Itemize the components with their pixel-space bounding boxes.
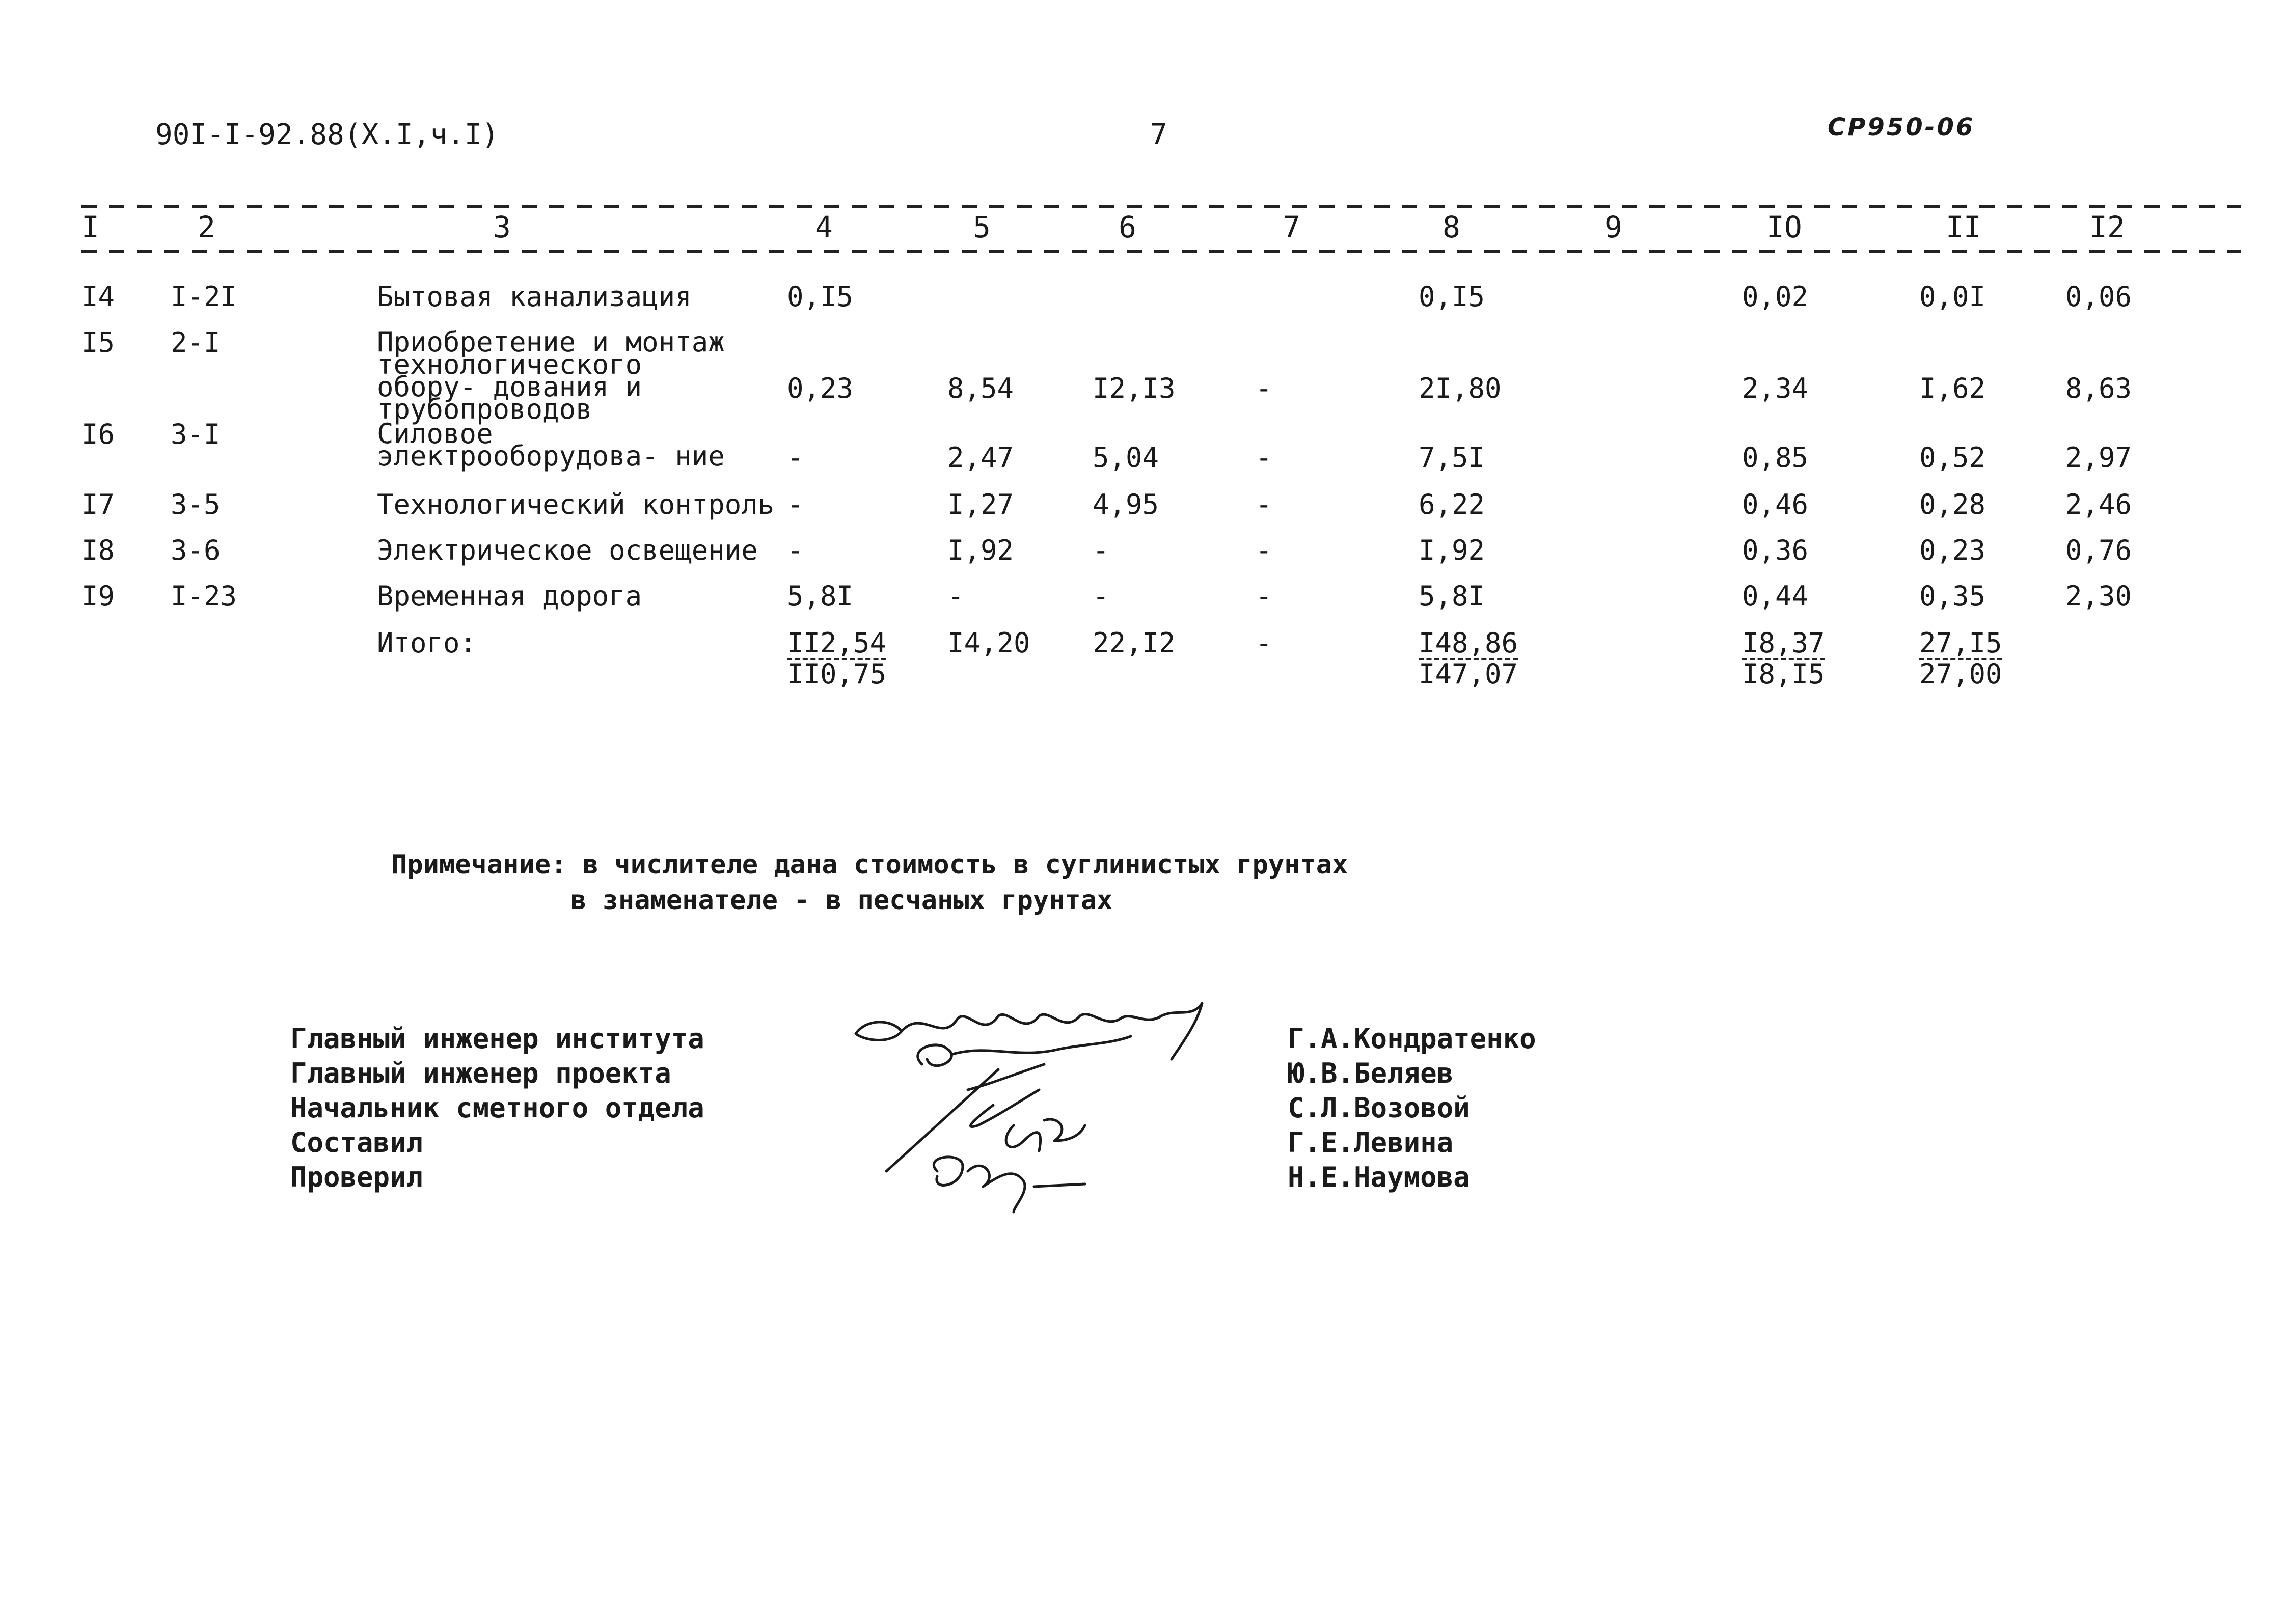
cell-col12: 8,63 [2065, 372, 2132, 404]
cell-col12: 2,30 [2065, 580, 2132, 612]
cell-col11: 0,23 [1919, 534, 1986, 566]
column-number: 7 [1283, 210, 1300, 244]
row-name: Временная дорога [377, 580, 642, 612]
row-number: I9 [81, 580, 115, 612]
column-number: 6 [1119, 210, 1136, 244]
role-head-estimates: Начальник сметного отдела [290, 1092, 704, 1124]
cell-col11: 0,35 [1919, 580, 1986, 612]
cell-col6: 4,95 [1093, 488, 1159, 520]
cell-col8: 5,8I [1419, 580, 1485, 612]
row-reference: I-2I [171, 281, 237, 313]
total-col10-numerator: I8,37 [1742, 631, 1825, 660]
cell-col11: 0,52 [1919, 442, 1986, 474]
column-number: II [1946, 210, 1981, 244]
row-name: Приобретение и монтаж технологического обору- дования и трубопроводов [377, 326, 725, 425]
cell-col12: 0,06 [2065, 281, 2132, 313]
row-name: Технологический контроль [377, 488, 775, 520]
signer-name: Н.Е.Наумова [1288, 1161, 1470, 1193]
total-col8-denominator: I47,07 [1419, 658, 1518, 690]
cell-col10: 0,46 [1742, 488, 1809, 520]
signer-name: Ю.В.Беляев [1288, 1057, 1454, 1089]
cell-col8: 0,I5 [1419, 281, 1485, 313]
row-number: I4 [81, 281, 115, 313]
total-col8-fraction [1419, 627, 1518, 690]
cell-col11: I,62 [1919, 372, 1986, 404]
cell-col4: - [787, 534, 804, 566]
cell-col7: - [1256, 488, 1272, 520]
cell-col4: - [787, 442, 804, 474]
cell-col5: I,92 [947, 534, 1014, 566]
total-col10-fraction [1742, 627, 1825, 690]
note-line-2: в знаменателе - в песчаных грунтах [570, 885, 1113, 916]
cell-col11: 0,28 [1919, 488, 1986, 520]
cell-col4: 0,I5 [787, 281, 854, 313]
total-col11-denominator: 27,00 [1919, 658, 2002, 690]
cell-col10: 0,44 [1742, 580, 1809, 612]
total-col4-fraction [787, 627, 887, 690]
total-col6: 22,I2 [1093, 627, 1176, 659]
total-col10-denominator: I8,I5 [1742, 658, 1825, 690]
cell-col6: 5,04 [1093, 442, 1159, 474]
row-number: I7 [81, 488, 115, 520]
cell-col4: 0,23 [787, 372, 854, 404]
total-label: Итого: [377, 627, 477, 659]
row-number: I8 [81, 534, 115, 566]
cell-col10: 0,36 [1742, 534, 1809, 566]
column-number: 5 [973, 210, 991, 244]
role-checked-by: Проверил [290, 1161, 423, 1193]
total-col8-numerator: I48,86 [1419, 631, 1518, 660]
cell-col12: 2,97 [2065, 442, 2132, 474]
note-line-1: Примечание: в числителе дана стоимость в суглинистых грунтах [391, 849, 1348, 880]
cell-col7: - [1256, 580, 1272, 612]
cell-col12: 2,46 [2065, 488, 2132, 520]
handwritten-signatures [846, 988, 1284, 1232]
role-chief-engineer-project: Главный инженер проекта [290, 1057, 671, 1089]
cell-col5: 2,47 [947, 442, 1014, 474]
table-top-rule [81, 205, 2241, 208]
document-code: 90I-I-92.88(X.I,ч.I) [155, 118, 499, 151]
role-compiled-by: Составил [290, 1126, 423, 1159]
column-number: 3 [493, 210, 511, 244]
cell-col5: - [947, 580, 964, 612]
cell-col8: 2I,80 [1419, 372, 1502, 404]
cell-col8: I,92 [1419, 534, 1485, 566]
row-reference: I-23 [171, 580, 237, 612]
cell-col6: - [1093, 534, 1109, 566]
row-name: Силовое электрооборудова- ние [377, 418, 725, 472]
row-reference: 3-6 [171, 534, 221, 566]
column-number: 9 [1604, 210, 1622, 244]
row-reference: 2-I [171, 326, 221, 359]
total-col4-numerator: II2,54 [787, 631, 886, 660]
cell-col8: 7,5I [1419, 442, 1485, 474]
row-reference: 3-I [171, 418, 221, 450]
signer-name: Г.А.Кондратенко [1288, 1023, 1536, 1055]
row-name: Бытовая канализация [377, 281, 692, 313]
cell-col6: - [1093, 580, 1109, 612]
table-header-rule [81, 250, 2241, 253]
cell-col7: - [1256, 372, 1272, 404]
row-name: Электрическое освещение [377, 534, 758, 566]
column-number: 4 [815, 210, 833, 244]
total-col11-numerator: 27,I5 [1919, 631, 2002, 660]
total-col11-fraction [1919, 627, 2002, 690]
column-number: I2 [2089, 210, 2125, 244]
cell-col10: 2,34 [1742, 372, 1809, 404]
page-number: 7 [1150, 118, 1167, 151]
cell-col5: I,27 [947, 488, 1014, 520]
column-number: I [81, 210, 99, 244]
cell-col5: 8,54 [947, 372, 1014, 404]
cell-col8: 6,22 [1419, 488, 1485, 520]
cell-col12: 0,76 [2065, 534, 2132, 566]
row-number: I5 [81, 326, 115, 359]
cell-col4: 5,8I [787, 580, 854, 612]
column-number: 2 [198, 210, 215, 244]
cell-col7: - [1256, 534, 1272, 566]
cell-col4: - [787, 488, 804, 520]
column-number: IO [1766, 210, 1802, 244]
column-number: 8 [1443, 210, 1460, 244]
total-col5: I4,20 [947, 627, 1030, 659]
role-chief-engineer-institute: Главный инженер института [290, 1023, 704, 1055]
total-col7: - [1256, 627, 1272, 659]
cell-col11: 0,0I [1919, 281, 1986, 313]
cell-col7: - [1256, 442, 1272, 474]
signer-name: С.Л.Возовой [1288, 1092, 1470, 1124]
cell-col10: 0,02 [1742, 281, 1809, 313]
row-reference: 3-5 [171, 488, 221, 520]
row-number: I6 [81, 418, 115, 450]
signer-name: Г.Е.Левина [1288, 1126, 1454, 1159]
cell-col10: 0,85 [1742, 442, 1809, 474]
total-col4-denominator: II0,75 [787, 658, 887, 690]
archive-stamp: CP950-06 [1828, 113, 1975, 142]
cell-col6: I2,I3 [1093, 372, 1176, 404]
